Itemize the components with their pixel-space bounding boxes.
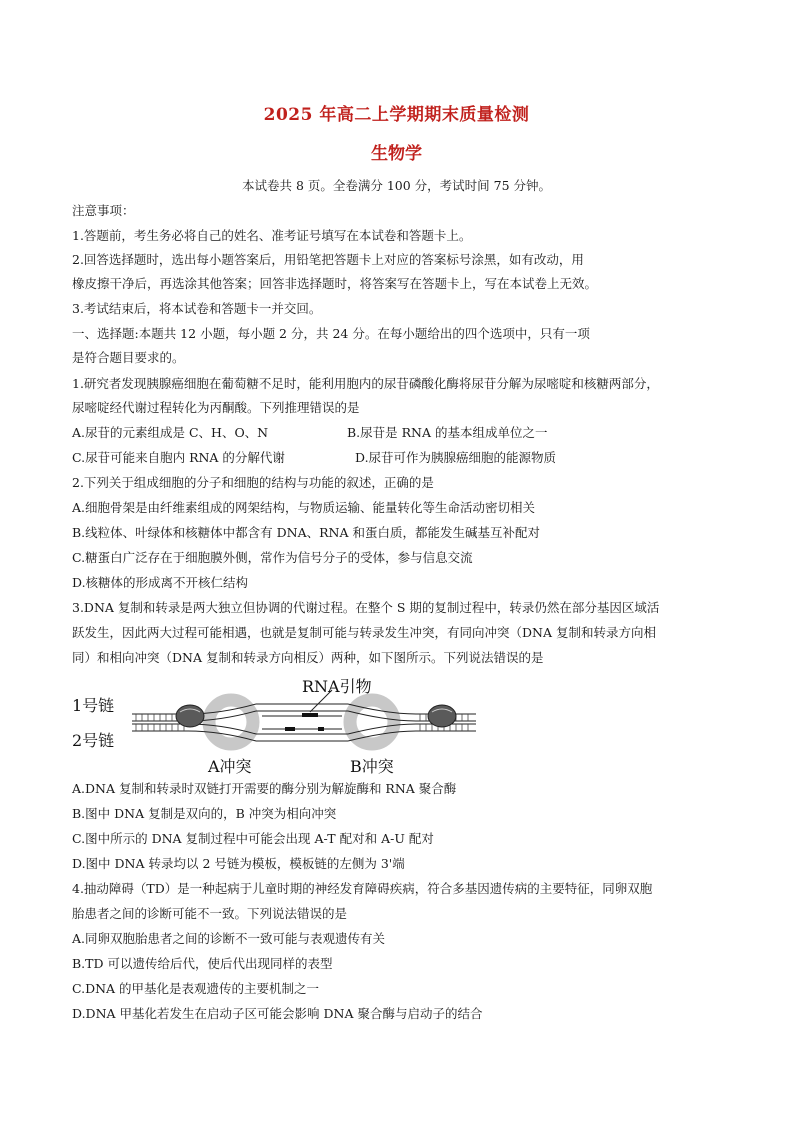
q3-option-a: A.DNA 复制和转录时双链打开需要的酶分别为解旋酶和 RNA 聚合酶: [72, 781, 457, 796]
q4-stem-line2: 胎患者之间的诊断可能不一致。下列说法错误的是: [72, 906, 348, 921]
section-heading-line2: 是符合题目要求的。: [72, 350, 185, 365]
q4-option-b: B.TD 可以遗传给后代，使后代出现同样的表型: [72, 956, 333, 971]
replication-bubble: [256, 704, 348, 741]
q2-option-a: A.细胞骨架是由纤维素组成的网架结构，与物质运输、能量转化等生命活动密切相关: [72, 500, 536, 515]
q3-option-d: D.图中 DNA 转录均以 2 号链为模板，模板链的左侧为 3'端: [72, 856, 405, 871]
q1-stem-line1: 1.研究者发现胰腺癌细胞在葡萄糖不足时，能利用胞内的尿苷磷酸化酶将尿苷分解为尿嘧啶和核糖两部分，: [72, 376, 659, 391]
q1-option-c: C.尿苷可能来自胞内 RNA 的分解代谢: [72, 450, 285, 465]
section-heading-line1: 一、选择题:本题共 12 小题，每小题 2 分，共 24 分。在每小题给出的四个选项中，只有一项: [72, 326, 590, 341]
strand-1-label: 1号链: [72, 696, 115, 715]
q1-option-a: A.尿苷的元素组成是 C、H、O、N: [72, 425, 269, 440]
q2-option-c: C.糖蛋白广泛存在于细胞膜外侧，常作为信号分子的受体，参与信息交流: [72, 550, 473, 565]
q3-stem-line3: 同）和相向冲突（DNA 复制和转录方向相反）两种，如下图所示。下列说法错误的是: [72, 650, 544, 665]
rna-polymerase-right: [428, 705, 456, 727]
exam-title: 2025 年高二上学期期末质量检测: [263, 105, 530, 125]
q3-stem-line1: 3.DNA 复制和转录是两大独立但协调的代谢过程。在整个 S 期的复制过程中，转录仍然在部分基因区域活: [72, 600, 660, 615]
q3-option-c: C.图中所示的 DNA 复制过程中可能会出现 A-T 配对和 A-U 配对: [72, 831, 434, 846]
conflict-a-label: A冲突: [208, 757, 252, 776]
strand-2-label: 2号链: [72, 731, 115, 750]
q1-option-b: B.尿苷是 RNA 的基本组成单位之一: [347, 425, 548, 440]
dna-conflict-diagram: [70, 676, 480, 776]
q1-stem-line2: 尿嘧啶经代谢过程转化为丙酮酸。下列推理错误的是: [72, 400, 360, 415]
exam-info: 本试卷共 8 页。全卷满分 100 分，考试时间 75 分钟。: [241, 178, 552, 193]
subject-title: 生物学: [371, 144, 422, 164]
q2-option-b: B.线粒体、叶绿体和核糖体中都含有 DNA、RNA 和蛋白质，都能发生碱基互补配对: [72, 525, 540, 540]
q4-stem-line1: 4.抽动障碍（TD）是一种起病于儿童时期的神经发育障碍疾病，符合多基因遗传病的主要特征，同卵双胞: [72, 881, 653, 896]
dna-conflict-figure: [70, 676, 480, 776]
conflict-b-label: B冲突: [350, 757, 394, 776]
q3-stem-line2: 跃发生，因此两大过程可能相遇，也就是复制可能与转录发生冲突，有同向冲突（DNA 复制和转录方向相: [72, 625, 656, 640]
note-1: 1.答题前，考生务必将自己的姓名、准考证号填写在本试卷和答题卡上。: [72, 228, 472, 243]
note-2-line2: 橡皮擦干净后，再选涂其他答案；回答非选择题时，将答案写在答题卡上，写在本试卷上无效。: [72, 276, 598, 291]
q4-option-c: C.DNA 的甲基化是表观遗传的主要机制之一: [72, 981, 320, 996]
rna-polymerase-left: [176, 705, 204, 727]
rna-primer-label: RNA引物: [302, 677, 372, 696]
note-2-line1: 2.回答选择题时，选出每小题答案后，用铅笔把答题卡上对应的答案标号涂黑，如有改动，用: [72, 252, 584, 267]
q2-option-d: D.核糖体的形成离不开核仁结构: [72, 575, 249, 590]
q1-option-d: D.尿苷可作为胰腺癌细胞的能源物质: [355, 450, 557, 465]
note-3: 3.考试结束后，将本试卷和答题卡一并交回。: [72, 301, 322, 316]
q4-option-d: D.DNA 甲基化若发生在启动子区可能会影响 DNA 聚合酶与启动子的结合: [72, 1006, 483, 1021]
q4-option-a: A.同卵双胞胎患者之间的诊断不一致可能与表观遗传有关: [72, 931, 386, 946]
q3-option-b: B.图中 DNA 复制是双向的，B 冲突为相向冲突: [72, 806, 337, 821]
notes-heading: 注意事项：: [72, 203, 135, 218]
parental-dna-right: [348, 704, 476, 741]
q2-stem: 2.下列关于组成细胞的分子和细胞的结构与功能的叙述，正确的是: [72, 475, 434, 490]
conflict-b-ring: [350, 700, 394, 744]
